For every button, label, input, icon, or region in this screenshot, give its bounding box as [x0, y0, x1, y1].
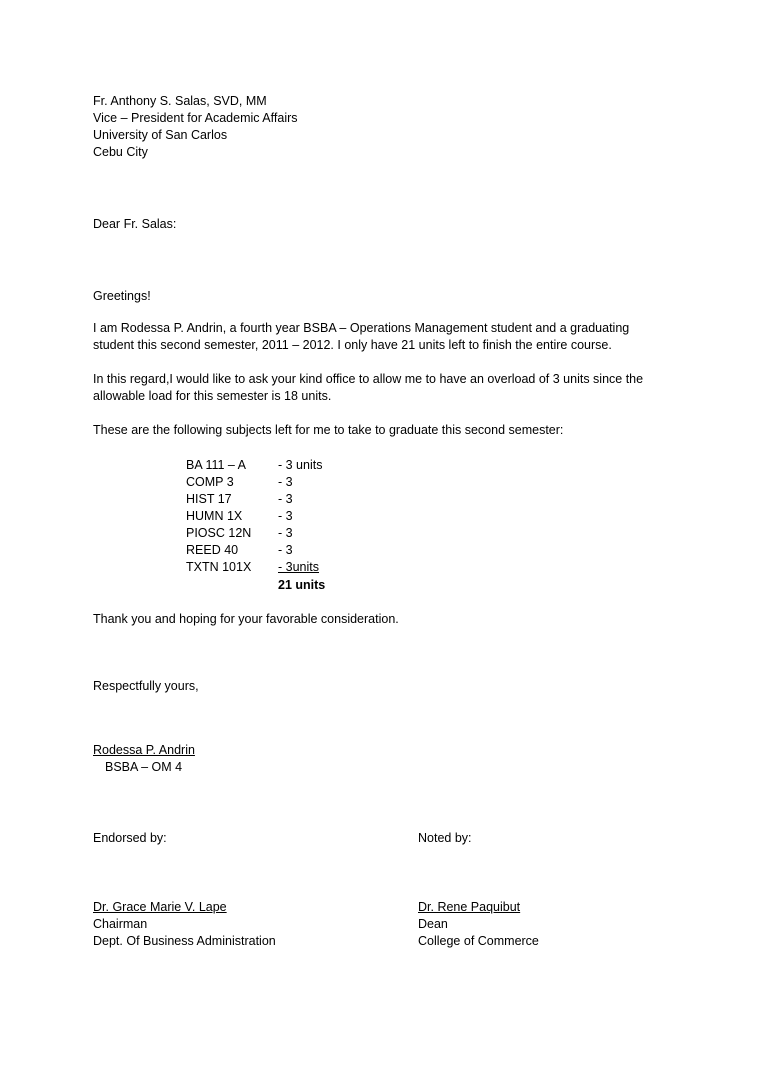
recipient-position: Vice – President for Academic Affairs [93, 111, 298, 125]
noted-by-label: Noted by: [418, 831, 472, 845]
sender-course: BSBA – OM 4 [105, 760, 183, 774]
salutation: Dear Fr. Salas: [93, 217, 177, 231]
recipient-city: Cebu City [93, 145, 148, 159]
subject-units: - 3 [278, 475, 293, 489]
paragraph-2-line-2: allowable load for this semester is 18 units. [93, 389, 332, 403]
subject-units: - 3 units [278, 458, 323, 472]
subject-code: HUMN 1X [186, 509, 243, 523]
subject-units: - 3 [278, 526, 293, 540]
paragraph-3-line-1: These are the following subjects left for me to take to graduate this second semester: [93, 423, 564, 437]
endorser-department: Dept. Of Business Administration [93, 934, 276, 948]
noter-title: Dean [418, 917, 448, 931]
subject-code: COMP 3 [186, 475, 234, 489]
subject-units: - 3 [278, 509, 293, 523]
sender-name: Rodessa P. Andrin [93, 743, 195, 757]
subject-units: - 3 [278, 543, 293, 557]
greeting: Greetings! [93, 289, 151, 303]
endorser-name: Dr. Grace Marie V. Lape [93, 900, 227, 914]
subject-code: HIST 17 [186, 492, 232, 506]
paragraph-1-line-2: student this second semester, 2011 – 2012. I only have 21 units left to finish the entire course. [93, 338, 612, 352]
noter-department: College of Commerce [418, 934, 539, 948]
noter-name: Dr. Rene Paquibut [418, 900, 521, 914]
recipient-name: Fr. Anthony S. Salas, SVD, MM [93, 94, 267, 108]
subject-code: PIOSC 12N [186, 526, 252, 540]
endorser-title: Chairman [93, 917, 148, 931]
closing: Respectfully yours, [93, 679, 199, 693]
closing-sentence: Thank you and hoping for your favorable consideration. [93, 612, 399, 626]
subject-code: BA 111 – A [186, 458, 247, 472]
subject-code: TXTN 101X [186, 560, 252, 574]
paragraph-2-line-1: In this regard,I would like to ask your kind office to allow me to have an overload of 3 units since the [93, 372, 644, 386]
subject-code: REED 40 [186, 543, 239, 557]
subject-units: - 3 [278, 492, 293, 506]
subject-units: - 3units [278, 560, 319, 574]
paragraph-1-line-1: I am Rodessa P. Andrin, a fourth year BSBA – Operations Management student and a graduating [93, 321, 630, 335]
endorsed-by-label: Endorsed by: [93, 831, 167, 845]
total-units: 21 units [278, 578, 326, 592]
recipient-institution: University of San Carlos [93, 128, 228, 142]
